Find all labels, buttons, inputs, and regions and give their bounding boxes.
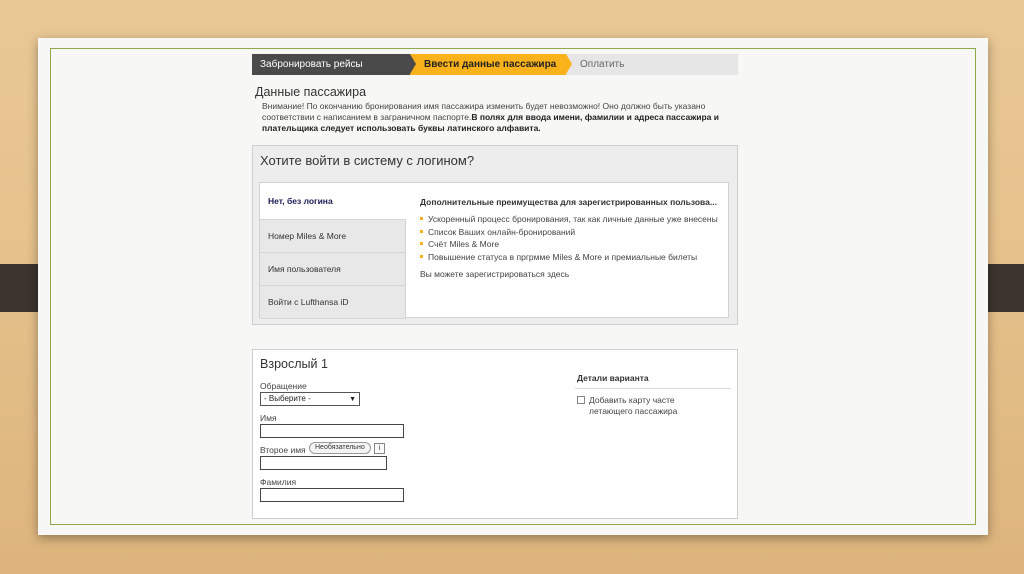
- list-item: Счёт Miles & More: [420, 238, 720, 251]
- tab-label: Номер Miles & More: [268, 231, 347, 241]
- tab-label: Войти с Lufthansa iD: [268, 297, 349, 307]
- benefits-list: [420, 213, 720, 263]
- adult-passenger-form: [252, 349, 738, 519]
- login-title: Хотите войти в систему с логином?: [260, 153, 475, 168]
- salutation-value: - Выберите -: [264, 394, 311, 403]
- frequent-flyer-label[interactable]: Добавить карту часте летающего пассажира: [589, 395, 678, 416]
- booking-page: [252, 54, 738, 519]
- notice-bold-text: В полях для ввода имени, фамилии и адреса пассажира и плательщика следует использовать буквы латинского алфавита.: [262, 112, 719, 133]
- benefits-panel: [420, 197, 720, 279]
- list-item: Список Ваших онлайн-бронирований: [420, 226, 720, 239]
- divider: [575, 388, 731, 389]
- step-book-flights[interactable]: [252, 54, 410, 75]
- passenger-notice: [262, 101, 732, 134]
- adult-title: Взрослый 1: [260, 357, 328, 371]
- middle-name-input[interactable]: [260, 456, 387, 470]
- last-name-label: Фамилия: [260, 477, 297, 487]
- salutation-label: Обращение: [260, 381, 307, 391]
- benefits-title: Дополнительные преимущества для зарегистрированных пользова...: [420, 197, 717, 207]
- step-passenger-data[interactable]: [410, 54, 566, 75]
- booking-steps: [252, 54, 738, 75]
- frequent-flyer-checkbox[interactable]: [577, 396, 585, 404]
- passenger-title: Данные пассажира: [255, 85, 367, 99]
- step-label: Ввести данные пассажира: [424, 59, 557, 70]
- variant-title: Детали варианта: [577, 373, 649, 383]
- info-icon[interactable]: i: [374, 443, 385, 454]
- tab-label: Нет, без логина: [268, 196, 333, 206]
- middle-name-label: Второе имя: [260, 445, 306, 455]
- optional-badge: Необязательно: [309, 442, 371, 454]
- register-link[interactable]: Вы можете зарегистрироваться здесь: [420, 269, 570, 279]
- tab-miles-more[interactable]: [260, 220, 406, 253]
- notice-text: Внимание! По окончанию бронирования имя пассажира изменить будет невозможно! Оно должно быть указано соответствии с написанием в заграничном паспорте.: [262, 101, 706, 122]
- tab-label: Имя пользователя: [268, 264, 341, 274]
- tab-username[interactable]: [260, 253, 406, 286]
- tab-lufthansa-id[interactable]: [260, 286, 406, 319]
- step-label: Забронировать рейсы: [260, 59, 363, 70]
- last-name-input[interactable]: [260, 488, 404, 502]
- list-item: Ускоренный процесс бронирования, так как личные данные уже внесены: [420, 213, 720, 226]
- chevron-down-icon: ▼: [349, 396, 356, 403]
- tab-no-login[interactable]: [260, 183, 406, 220]
- list-item: Повышение статуса в пргрмме Miles & More и премиальные билеты: [420, 251, 720, 264]
- salutation-select[interactable]: [260, 392, 360, 406]
- login-panel: [252, 145, 738, 325]
- step-label: Оплатить: [580, 59, 625, 70]
- first-name-input[interactable]: [260, 424, 404, 438]
- login-tabs: [260, 183, 406, 319]
- first-name-label: Имя: [260, 413, 277, 423]
- login-inner: [259, 182, 729, 318]
- step-pay[interactable]: [566, 54, 738, 75]
